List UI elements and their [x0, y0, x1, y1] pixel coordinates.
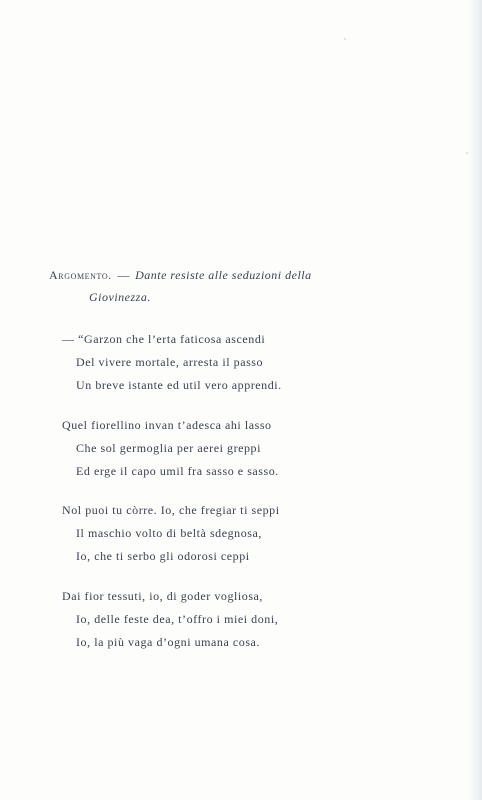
- verse-line: Dai fior tessuti, io, di goder vogliosa,: [62, 589, 263, 603]
- verse-line: — “Garzon che l’erta faticosa ascendi: [62, 332, 266, 346]
- page-edge-shadow: [468, 0, 482, 800]
- argomento-text-line2: Giovinezza.: [89, 290, 151, 304]
- verse-line: Nol puoi tu còrre. Io, che fregiar ti seppi: [62, 503, 280, 517]
- verse-line: Un breve istante ed util vero apprendi.: [76, 378, 282, 392]
- stanza-4: [62, 585, 402, 654]
- verse-line: Del vivere mortale, arresta il passo: [76, 355, 264, 369]
- verse-line: Io, che ti serbo gli odorosi ceppi: [76, 549, 250, 563]
- stanza-1: [62, 328, 402, 397]
- paper-speck: [344, 38, 346, 40]
- stanza-2: [62, 414, 402, 483]
- argomento-dash: —: [117, 268, 130, 282]
- argomento-note: [49, 264, 409, 308]
- argomento-label: Argomento.: [49, 268, 112, 282]
- verse-line: Ed erge il capo umil fra sasso e sasso.: [76, 464, 279, 478]
- paper-speck: [466, 152, 468, 154]
- verse-line: Il maschio volto di beltà sdegnosa,: [76, 526, 262, 540]
- argomento-text-line1: Dante resiste alle seduzioni della: [135, 268, 312, 282]
- stanza-3: [62, 499, 402, 568]
- verse-line: Quel fiorellino invan t’adesca ahi lasso: [62, 418, 272, 432]
- verse-line: Che sol germoglia per aerei greppi: [76, 441, 261, 455]
- verse-line: Io, la più vaga d’ogni umana cosa.: [76, 635, 260, 649]
- verse-line: Io, delle feste dea, t’offro i miei doni,: [76, 612, 279, 626]
